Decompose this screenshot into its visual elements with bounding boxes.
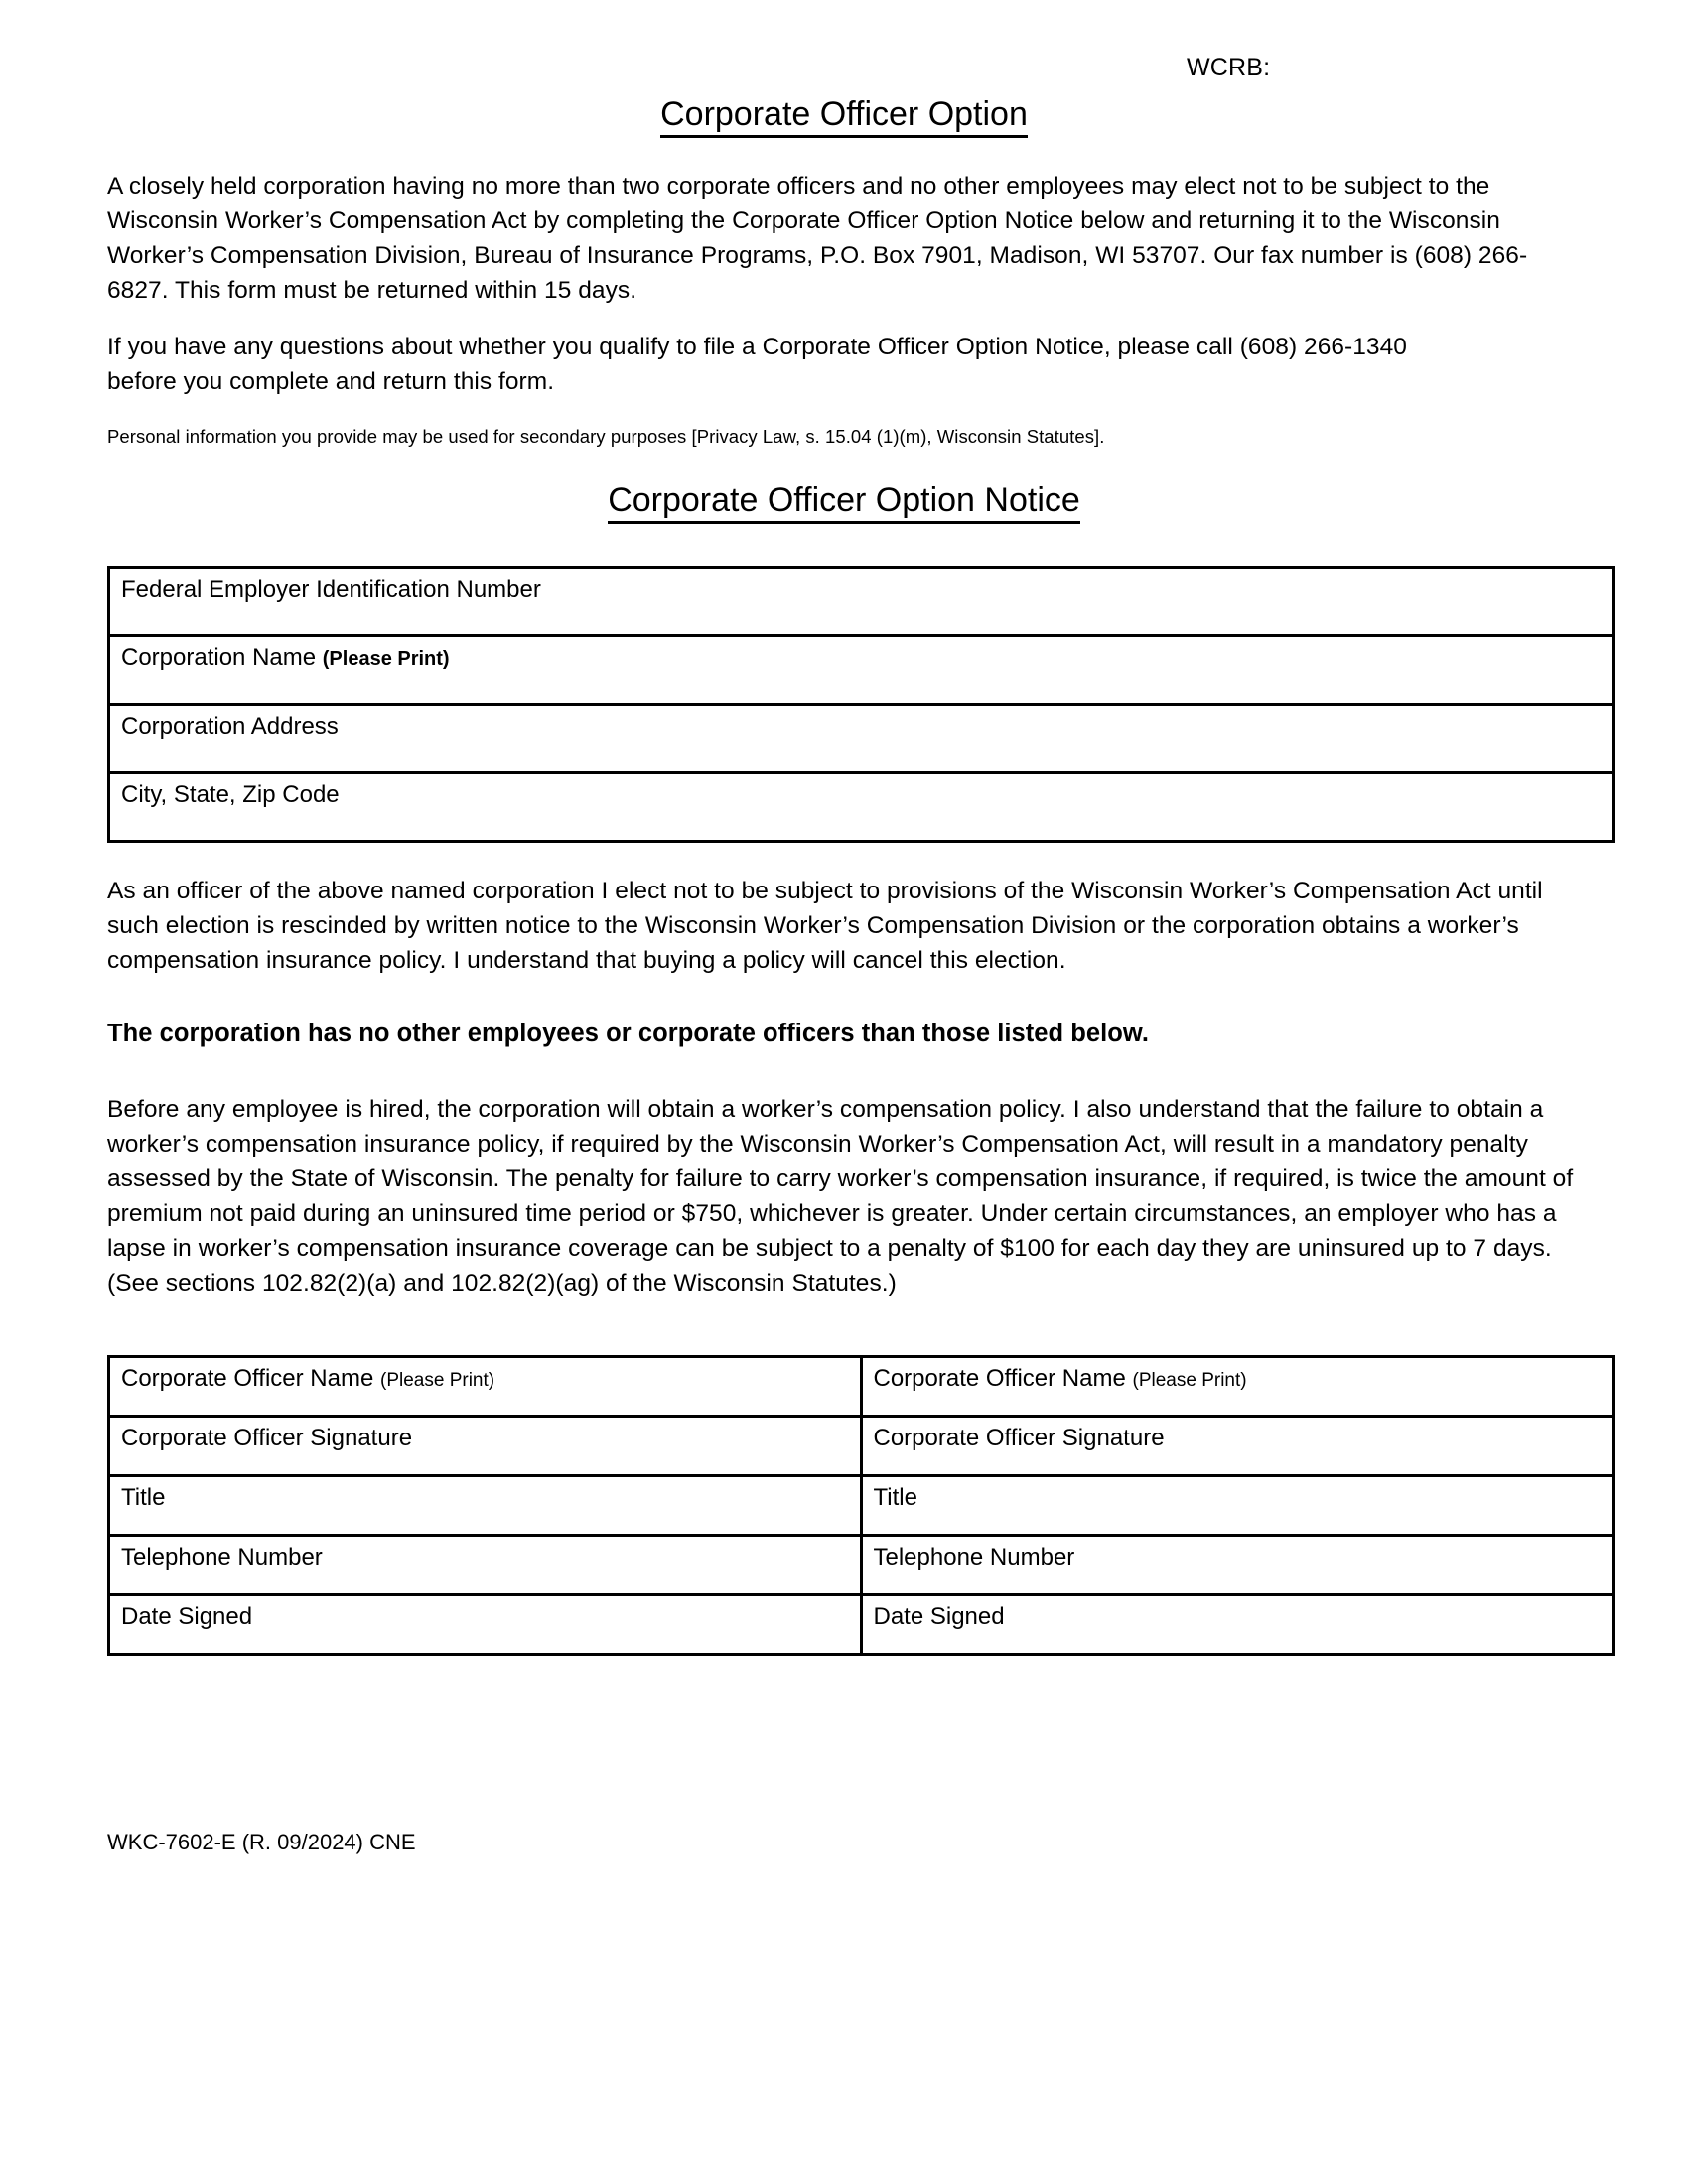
- field-label: Corporate Officer Name: [873, 1365, 1133, 1392]
- field-officer2-signature[interactable]: [861, 1417, 1614, 1476]
- field-federal-employer-identification-number[interactable]: [109, 568, 1614, 636]
- field-label: Date Signed: [121, 1603, 253, 1630]
- table-row: [109, 1595, 1614, 1655]
- field-label: Corporate Officer Signature: [121, 1425, 413, 1451]
- form-code: WKC-7602-E (R. 09/2024) CNE: [107, 1830, 416, 1854]
- field-label: Corporation Address: [121, 713, 339, 740]
- table-row: [109, 1536, 1614, 1595]
- please-print-note: (Please Print): [380, 1370, 495, 1391]
- election-paragraph: As an officer of the above named corporation I elect not to be subject to provisions of the Wisconsin Worker’s Compensation Act until such election is rescinded by written notice to the Wisconsin Worker’s Compensation Division or the corporation obtains a worker’s compensation insurance policy. I understand that buying a policy will cancel this election.: [107, 878, 1543, 974]
- field-label: Title: [121, 1484, 166, 1511]
- field-label: Date Signed: [873, 1603, 1005, 1630]
- field-officer2-telephone[interactable]: [861, 1536, 1614, 1595]
- notice-title: [0, 481, 1688, 520]
- penalty-paragraph: Before any employee is hired, the corporation will obtain a worker’s compensation policy. I also understand that the failure to obtain a worker’s compensation insurance policy, if required by the Wisconsin Worker’s Compensation Act, will result in a mandatory penalty assessed by the State of Wisconsin. The penalty for failure to carry worker’s compensation insurance, if required, is twice the amount of premium not paid during an uninsured time period or $750, whichever is greater. Under certain circumstances, an employer who has a lapse in worker’s compensation insurance coverage can be subject to a penalty of $100 for each day they are uninsured up to 7 days. (See sections 102.82(2)(a) and 102.82(2)(ag) of the Wisconsin Statutes.): [107, 1096, 1574, 1297]
- please-print-note: (Please Print): [1132, 1370, 1247, 1391]
- field-label: Corporate Officer Signature: [873, 1425, 1165, 1451]
- notice-title-text: Corporate Officer Option Notice: [608, 481, 1080, 524]
- no-other-employees-statement: The corporation has no other employees or corporate officers than those listed below.: [107, 1020, 1149, 1047]
- field-officer2-name[interactable]: [861, 1357, 1614, 1417]
- officers-table: [107, 1355, 1615, 1656]
- field-label: Telephone Number: [873, 1544, 1075, 1570]
- field-officer1-name[interactable]: [109, 1357, 862, 1417]
- field-officer1-date-signed[interactable]: [109, 1595, 862, 1655]
- field-corporation-name[interactable]: [109, 636, 1614, 705]
- intro-paragraph: A closely held corporation having no more than two corporate officers and no other employees may elect not to be subject to the Wisconsin Worker’s Compensation Act by completing the Corporate Officer Option Notice below and returning it to the Wisconsin Worker’s Compensation Division, Bureau of Insurance Programs, P.O. Box 7901, Madison, WI 53707. Our fax number is (608) 266-6827. This form must be returned within 15 days.: [107, 173, 1528, 304]
- wcrb-label: WCRB:: [1187, 54, 1271, 81]
- field-label: Telephone Number: [121, 1544, 323, 1570]
- table-row: [109, 705, 1614, 773]
- questions-paragraph: If you have any questions about whether you qualify to file a Corporate Officer Option Notice, please call (608) 266-1340 before you complete and return this form.: [107, 334, 1407, 395]
- privacy-notice: Personal information you provide may be used for secondary purposes [Privacy Law, s. 15.04 (1)(m), Wisconsin Statutes].: [107, 426, 1105, 447]
- field-officer1-telephone[interactable]: [109, 1536, 862, 1595]
- page-title-text: Corporate Officer Option: [660, 95, 1028, 138]
- table-row: [109, 1357, 1614, 1417]
- field-label: Corporate Officer Name: [121, 1365, 380, 1392]
- table-row: [109, 1417, 1614, 1476]
- identification-table: [107, 566, 1615, 843]
- table-row: [109, 636, 1614, 705]
- field-label: Title: [873, 1484, 917, 1511]
- field-label: Federal Employer Identification Number: [121, 576, 541, 603]
- field-city-state-zip[interactable]: [109, 773, 1614, 842]
- field-corporation-address[interactable]: [109, 705, 1614, 773]
- table-row: [109, 568, 1614, 636]
- field-label: City, State, Zip Code: [121, 781, 340, 808]
- field-officer2-date-signed[interactable]: [861, 1595, 1614, 1655]
- table-row: [109, 773, 1614, 842]
- page-title: [0, 95, 1688, 134]
- field-label: Corporation Name: [121, 644, 323, 671]
- please-print-note: (Please Print): [322, 648, 450, 670]
- field-officer1-signature[interactable]: [109, 1417, 862, 1476]
- table-row: [109, 1476, 1614, 1536]
- field-officer1-title[interactable]: [109, 1476, 862, 1536]
- field-officer2-title[interactable]: [861, 1476, 1614, 1536]
